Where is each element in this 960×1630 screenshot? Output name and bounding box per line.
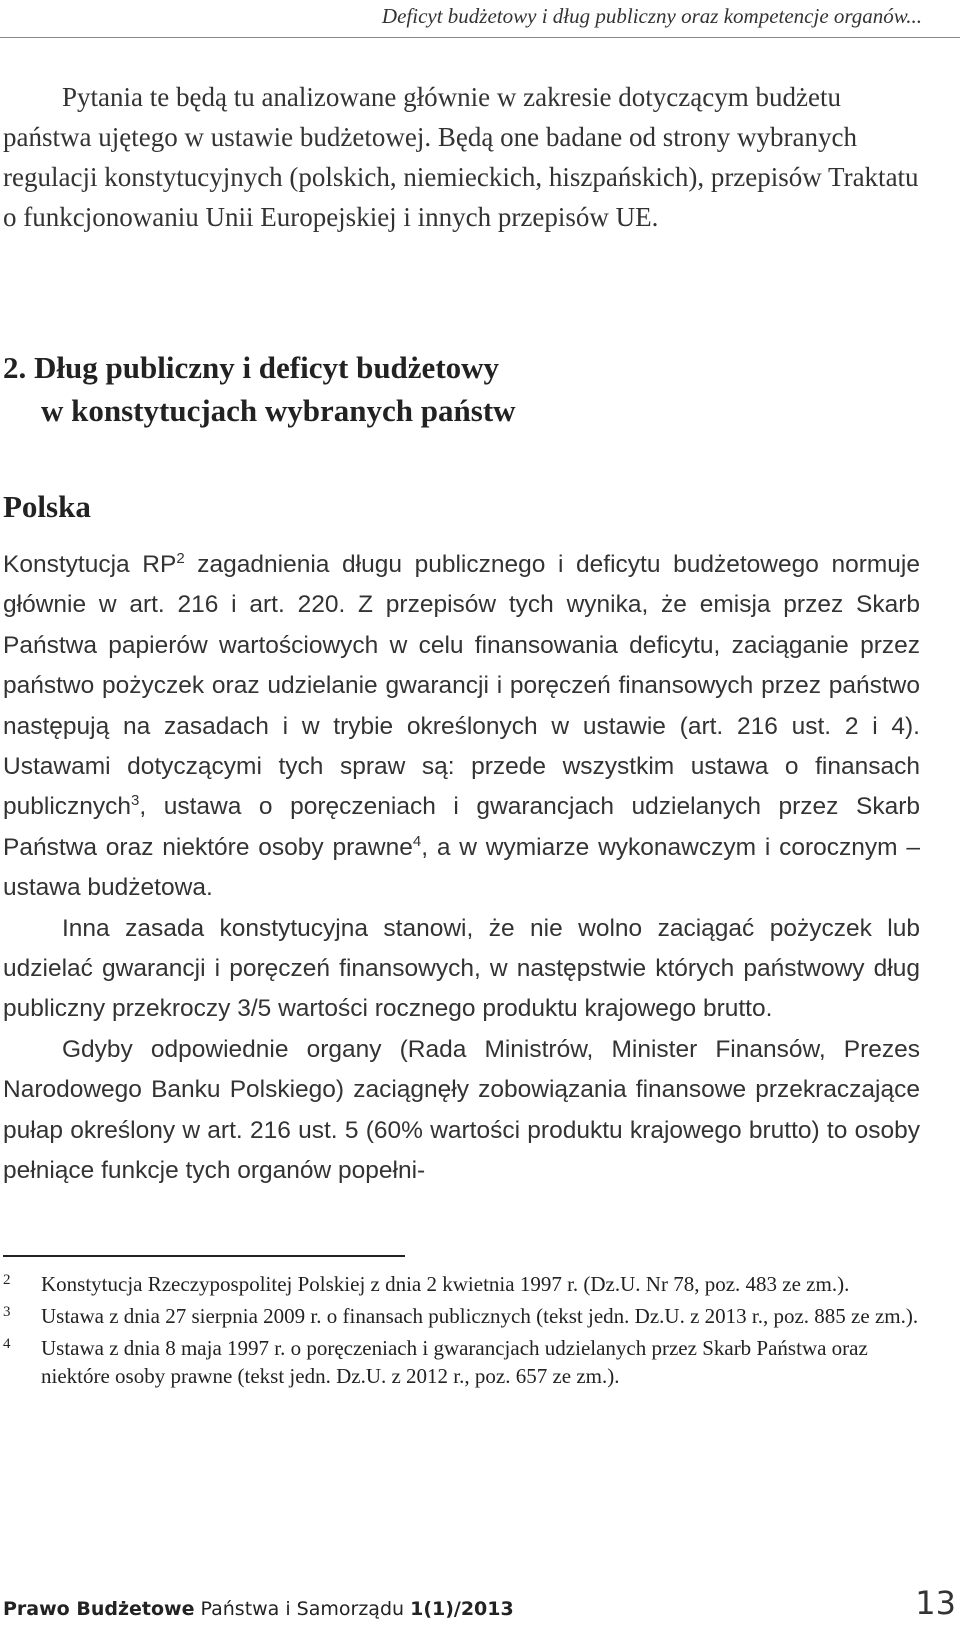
journal-name-rest: Państwa i Samorządu: [194, 1598, 411, 1620]
footnote-number: 4: [3, 1336, 11, 1352]
subheading-polska: Polska: [3, 489, 91, 524]
page-number: 13: [915, 1584, 956, 1622]
body-paragraph-3: Gdyby odpowiednie organy (Rada Ministrów, Minister Finansów, Prezes Narodowego Banku Polskiego) zaciągnęły zobowiązania finansowe przekraczające pułap określony w art. 216 ust. 5 (60% wartości produktu krajowego brutto) to osoby pełniące funkcje tych organów popełni-: [3, 1035, 920, 1185]
footnote-number: 2: [3, 1272, 11, 1288]
footnote-ref-3[interactable]: 3: [131, 792, 140, 810]
p1-part-a: Konstytucja RP: [3, 551, 177, 578]
section-title-line1: 2. Dług publiczny i deficyt budżetowy: [3, 350, 500, 385]
header-rule: [0, 37, 960, 38]
p1-part-c: , ustawa o poręczeniach i gwarancjach udzielanych przez Skarb Państwa oraz niektóre osoby prawne: [3, 793, 920, 861]
body-text: [3, 545, 920, 1192]
footnote-text: Ustawa z dnia 27 sierpnia 2009 r. o finansach publicznych (tekst jedn. Dz.U. z 2013 r., poz. 885 ze zm.).: [41, 1304, 919, 1328]
footnote-3: [3, 1302, 920, 1330]
footnote-2: [3, 1270, 920, 1298]
footnote-divider: [3, 1255, 405, 1257]
footnote-ref-4[interactable]: 4: [412, 832, 422, 850]
footnote-ref-2[interactable]: 2: [176, 550, 185, 567]
footnote-number: 3: [3, 1304, 11, 1320]
footnote-text: Ustawa z dnia 8 maja 1997 r. o poręczeniach i gwarancjach udzielanych przez Skarb Państwa oraz niektóre osoby prawne (tekst jedn. Dz.U. z 2012 r., poz. 657 ze zm.).: [41, 1336, 868, 1388]
journal-name: [3, 1598, 514, 1620]
footnote-4: [3, 1334, 920, 1390]
page-footer: [0, 1584, 960, 1630]
section-title-line2: w konstytucjach wybranych państw: [41, 393, 516, 428]
intro-paragraph: Pytania te będą tu analizowane głównie w zakresie dotyczącym budżetu państwa ujętego w ustawie budżetowej. Będą one badane od strony wybranych regulacji konstytucyjnych (polskich, niemieckich, hiszpańskich), przepisów Traktatu o funkcjonowaniu Unii Europejskiej i innych przepisów UE.: [3, 82, 919, 232]
p1-part-d: , a w wymiarze wykonawczym i corocznym – ustawa budżetowa.: [3, 833, 921, 902]
footnote-text: Konstytucja Rzeczypospolitej Polskiej z dnia 2 kwietnia 1997 r. (Dz.U. Nr 78, poz. 483 ze zm.).: [41, 1272, 850, 1296]
journal-issue: 1(1)/2013: [410, 1598, 514, 1620]
section-title: [3, 346, 516, 432]
running-header: Deficyt budżetowy i dług publiczny oraz kompetencje organów...: [381, 4, 922, 28]
body-paragraph-2: Inna zasada konstytucyjna stanowi, że nie wolno zaciągać pożyczek lub udzielać gwarancji i poręczeń finansowych, w następstwie których państwowy dług publiczny przekroczy 3/5 wartości rocznego produktu krajowego brutto.: [3, 914, 920, 1023]
journal-name-bold: Prawo Budżetowe: [3, 1598, 195, 1620]
body-paragraph-1: [3, 545, 920, 909]
footnotes: [3, 1270, 920, 1394]
p1-part-b: zagadnienia długu publicznego i deficytu budżetowego normuje głównie w art. 216 i art. 220. Z przepisów tych wynika, że emisja przez Skarb Państwa papierów wartościowych w celu finansowania deficytu, zaciąganie przez państwo pożyczek oraz udzielanie gwarancji i poręczeń finansowych przez państwo następują na zasadach i w trybie określonych w ustawie (art. 216 ust. 2 i 4). Ustawami dotyczącymi tych spraw są: przede wszystkim ustawa o finansach publicznych: [3, 551, 920, 821]
